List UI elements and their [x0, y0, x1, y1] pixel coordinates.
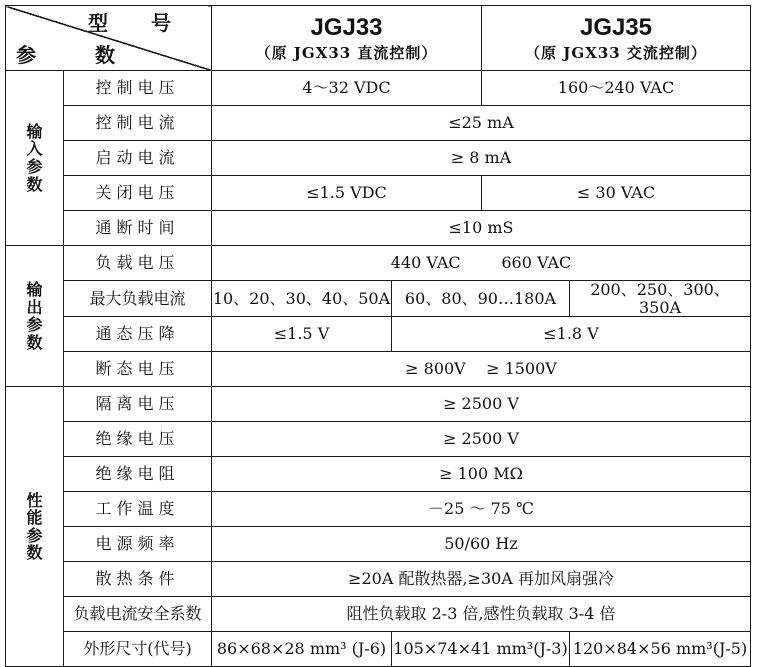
param-label: 通断时间 [64, 211, 212, 246]
value-cell: 200、250、300、350A [570, 281, 751, 317]
table-row [6, 562, 751, 597]
param-label: 负载电压 [64, 246, 212, 281]
param-label: 隔离电压 [64, 387, 212, 422]
table-row [6, 387, 751, 422]
group-input-char: 入 [26, 139, 43, 159]
table-row [6, 317, 751, 352]
value-cell: ≥ 2500 V [212, 422, 751, 457]
value-cell: 440 VAC 660 VAC [212, 246, 751, 281]
model-jgj33-header [212, 6, 482, 71]
value-cell: －25 ～ 75 ℃ [212, 492, 751, 527]
group-performance-char: 能 [26, 508, 43, 528]
value-cell: ≥ 2500 V [212, 387, 751, 422]
group-output-char: 出 [26, 297, 43, 317]
param-label: 绝缘电压 [64, 422, 212, 457]
model-jgj33-name: JGJ33 [310, 13, 383, 41]
param-header-label: 参 数 [16, 43, 141, 67]
model-jgj35-name: JGJ35 [579, 13, 653, 41]
group-performance-char: 数 [26, 543, 43, 563]
table-row [6, 352, 751, 387]
group-output-char: 参 [26, 315, 43, 335]
value-cell: ≥ 8 mA [212, 141, 751, 176]
table-row [6, 597, 751, 632]
spec-table [5, 5, 751, 667]
param-label: 电源频率 [64, 527, 212, 562]
table-row [6, 211, 751, 246]
table-row [6, 632, 751, 667]
model-jgj35-header [482, 6, 751, 71]
param-label: 外形尺寸(代号) [64, 632, 212, 667]
param-label: 断态电压 [64, 352, 212, 387]
value-cell: ≤1.8 V [392, 317, 751, 352]
value-cell: 50/60 Hz [212, 527, 751, 562]
value-cell: 120×84×56 mm³(J-5) [570, 632, 751, 667]
model-jgj35-subtitle: （原 JGX33 交流控制） [525, 43, 707, 62]
header-diagonal-cell [6, 6, 212, 71]
group-output-label [6, 246, 64, 387]
value-cell: ≥20A 配散热器,≥30A 再加风扇强冷 [212, 562, 751, 597]
header-row [6, 6, 751, 71]
group-input-label [6, 71, 64, 246]
group-input-char: 数 [26, 174, 43, 194]
param-label: 散热条件 [64, 562, 212, 597]
model-jgj33-subtitle: （原 JGX33 直流控制） [255, 43, 438, 62]
param-label: 工作温度 [64, 492, 212, 527]
value-cell: 160～240 VAC [482, 71, 751, 106]
group-output-char: 数 [26, 332, 43, 352]
value-cell: ≤1.5 V [212, 317, 392, 352]
table-row [6, 246, 751, 281]
param-label: 通态压降 [64, 317, 212, 352]
table-row [6, 422, 751, 457]
model-header-label: 型 号 [88, 11, 189, 35]
value-cell: ≥ 100 MΩ [212, 457, 751, 492]
table-row [6, 281, 751, 317]
value-cell: 60、80、90…180A [392, 281, 570, 317]
group-input-char: 参 [26, 157, 43, 176]
value-cell: 阻性负载取 2-3 倍,感性负载取 3-4 倍 [212, 597, 751, 632]
value-cell: 105×74×41 mm³(J-3) [392, 632, 570, 667]
param-label: 绝缘电阻 [64, 457, 212, 492]
table-row [6, 492, 751, 527]
group-input-char: 输 [26, 121, 43, 141]
param-label: 控制电压 [64, 71, 212, 106]
param-label: 最大负载电流 [64, 281, 212, 317]
group-performance-label [6, 387, 64, 667]
value-cell: 10、20、30、40、50A [212, 281, 392, 317]
group-performance-char: 参 [26, 525, 43, 545]
value-cell: 86×68×28 mm³ (J-6) [212, 632, 392, 667]
table-row [6, 71, 751, 106]
param-label: 控制电流 [64, 106, 212, 141]
param-label: 负载电流安全系数 [64, 597, 212, 632]
table-row [6, 527, 751, 562]
group-performance-char: 性 [26, 490, 43, 510]
group-output-char: 输 [26, 279, 43, 299]
table-row [6, 176, 751, 211]
table-row [6, 457, 751, 492]
value-cell: ≤ 30 VAC [482, 176, 751, 211]
value-cell: ≤1.5 VDC [212, 176, 482, 211]
param-label: 关闭电压 [64, 176, 212, 211]
value-cell: 4～32 VDC [212, 71, 482, 106]
table-row [6, 106, 751, 141]
table-row [6, 141, 751, 176]
value-cell: ≥ 800V ≥ 1500V [212, 352, 751, 387]
param-label: 启动电流 [64, 141, 212, 176]
value-cell: ≤10 mS [212, 211, 751, 246]
value-cell: ≤25 mA [212, 106, 751, 141]
